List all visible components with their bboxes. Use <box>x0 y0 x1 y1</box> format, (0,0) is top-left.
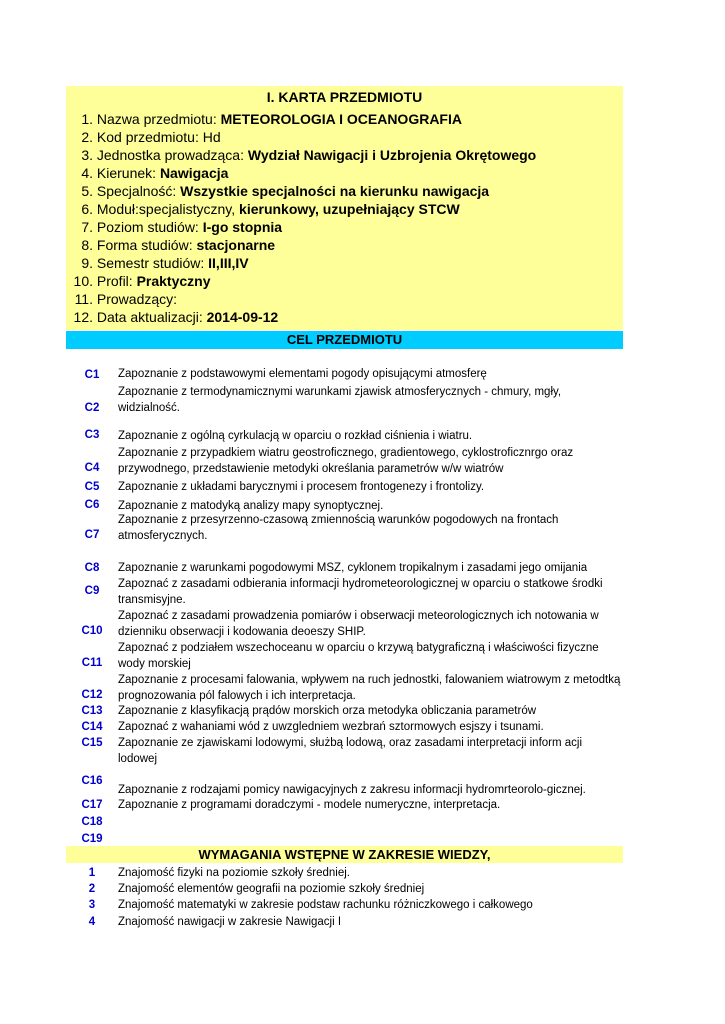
row-value: Wydział Nawigacji i Uzbrojenia Okrętowego <box>247 147 537 163</box>
goal-code: C19 <box>81 833 103 845</box>
row-value: II,III,IV <box>208 255 249 271</box>
row-label: Kierunek: <box>96 165 160 181</box>
goal-code: C14 <box>81 721 103 733</box>
unit-row <box>66 146 623 164</box>
goal-text: Zapoznanie z przesyrzenno-czasową zmiennością warunków pogodowych na frontach atmosferycznych. <box>118 514 559 542</box>
row-number: 3. <box>81 147 93 163</box>
goal-code: C2 <box>84 402 100 414</box>
goal-text: Zapoznać z zasadami odbierania informacji hydrometeorologicznej w oparciu o statkowe środki transmisyjne. <box>118 578 603 606</box>
course-name-row <box>66 110 623 128</box>
module-row <box>66 200 623 218</box>
goal-code: C4 <box>84 462 100 474</box>
row-value: Nawigacja <box>159 165 229 181</box>
row-number: 8. <box>81 237 93 253</box>
course-card-section <box>66 86 623 330</box>
row-number: 11. <box>74 291 93 307</box>
row-value: stacjonarne <box>196 237 276 253</box>
row-number: 6. <box>81 201 93 217</box>
row-label: Moduł:specjalistyczny, <box>96 201 240 217</box>
prerequisites-title: WYMAGANIA WSTĘPNE W ZAKRESIE WIEDZY, <box>198 847 491 862</box>
prerequisite-number: 4 <box>88 916 96 928</box>
row-value: 2014-09-12 <box>206 309 279 325</box>
field-row <box>66 164 623 182</box>
goal-code: C3 <box>84 429 100 441</box>
lecturer-row <box>66 290 623 308</box>
row-label: Nazwa przedmiotu: <box>96 111 221 127</box>
prerequisite-text: Znajomość elementów geografii na poziomie szkoły średniej <box>118 883 425 895</box>
goal-text: Zapoznanie z procesami falowania, wpływem na ruch jednostki, falowaniem wiatrowym z metodtką prognozowania pól falowych i ich interpretacja. <box>118 674 621 702</box>
goal-code: C18 <box>81 816 103 828</box>
course-card-title: I. KARTA PRZEDMIOTU <box>266 89 423 105</box>
prerequisite-number: 2 <box>88 883 96 895</box>
prerequisites-header <box>66 846 623 863</box>
goal-text: Zapoznanie z programami doradczymi - modele numeryczne, interpretacja. <box>118 799 501 811</box>
goal-code: C7 <box>84 529 100 541</box>
prerequisite-text: Znajomość matematyki w zakresie podstaw rachunku różniczkowego i całkowego <box>118 899 533 911</box>
goal-text: Zapoznać z podziałem wszechoceanu w oparciu o krzywą batygraficzną i właściwości fizyczne wody morskiej <box>118 642 599 670</box>
row-label: Forma studiów: <box>96 237 197 253</box>
goal-text: Zapoznanie z ogólną cyrkulacją w oparciu o rozkład ciśnienia i wiatru. <box>118 430 473 442</box>
goal-text: Zapoznanie z przypadkiem wiatru geostroficznego, gradientowego, cyklostroficznrgo oraz przywodnego, przedstawienie metodyki określania parametrów w/w wiatrów <box>118 447 574 475</box>
goal-text: Zapoznanie ze zjawiskami lodowymi, służbą lodową, oraz zasadami interpretacji inform acji lodowej <box>118 737 583 765</box>
goal-code: C6 <box>84 499 100 511</box>
goal-code: C11 <box>81 657 103 669</box>
row-label: Jednostka prowadząca: <box>96 147 248 163</box>
goal-code: C8 <box>84 562 100 574</box>
row-value: kierunkowy, uzupełniający STCW <box>239 201 460 217</box>
goal-code: C16 <box>81 775 103 787</box>
goal-text: Zapoznanie z matodyką analizy mapy synoptycznej. <box>118 500 384 512</box>
course-code-row <box>66 128 623 146</box>
prerequisite-text: Znajomość nawigacji w zakresie Nawigacji I <box>118 916 342 928</box>
goal-text: Zapoznanie z warunkami pogodowymi MSZ, cyklonem tropikalnym i zasadami jego omijania <box>118 562 588 574</box>
row-label: Specjalność: <box>96 183 181 199</box>
goal-text: Zapoznanie z układami barycznymi i procesem frontogenezy i frontolizy. <box>118 481 485 493</box>
row-number: 9. <box>81 255 93 271</box>
goal-code: C13 <box>81 705 103 717</box>
study-level-row <box>66 218 623 236</box>
row-number: 1. <box>81 111 93 127</box>
goal-text: Zapoznanie z rodzajami pomicy nawigacyjnych z zakresu informacji hydromrteorolo-gicznej. <box>118 784 586 796</box>
row-number: 2. <box>81 129 93 145</box>
goal-text: Zapoznać z wahaniami wód z uwzgledniem wezbrań sztormowych esjszy i tsunami. <box>118 721 544 733</box>
goal-text: Zapoznanie z klasyfikacją prądów morskich orza metodyka obliczania parametrów <box>118 705 537 717</box>
goal-code: C15 <box>81 737 103 749</box>
prerequisite-number: 3 <box>88 899 96 911</box>
specialty-row <box>66 182 623 200</box>
goal-code: C10 <box>81 625 103 637</box>
row-number: 12. <box>73 309 93 325</box>
prerequisite-text: Znajomość fizyki na poziomie szkoły średniej. <box>118 867 351 879</box>
prerequisite-number: 1 <box>88 867 96 879</box>
row-label: Profil: <box>96 273 137 289</box>
profile-row <box>66 272 623 290</box>
goal-code: C9 <box>84 585 100 597</box>
goal-text: Zapoznać z zasadami prowadzenia pomiarów i obserwacji meteorologicznych ich notowania w dzienniku obserwacji i kodowania deoeszy SHIP. <box>118 610 599 638</box>
row-value: Praktyczny <box>136 273 211 289</box>
row-number: 5. <box>81 183 93 199</box>
course-goal-header <box>66 331 623 349</box>
course-goal-title: CEL PRZEDMIOTU <box>286 332 403 347</box>
row-label: Prowadzący: <box>96 291 178 307</box>
row-number: 10. <box>73 273 93 289</box>
row-value: I-go stopnia <box>202 219 283 235</box>
row-value: Wszystkie specjalności na kierunku nawigacja <box>180 183 490 199</box>
row-number: 7. <box>81 219 93 235</box>
row-label: Semestr studiów: <box>96 255 209 271</box>
goal-text: Zapoznanie z termodynamicznymi warunkami zjawisk atmosferycznych - chmury, mgły, widzialność. <box>118 386 562 414</box>
row-label: Kod przedmiotu: Hd <box>96 129 221 145</box>
row-label: Poziom studiów: <box>96 219 203 235</box>
goal-code: C17 <box>81 799 103 811</box>
row-label: Data aktualizacji: <box>96 309 207 325</box>
semester-row <box>66 254 623 272</box>
row-number: 4. <box>81 165 93 181</box>
study-form-row <box>66 236 623 254</box>
update-date-row <box>66 308 623 326</box>
goal-text: Zapoznanie z podstawowymi elementami pogody opisującymi atmosferę <box>118 368 487 380</box>
goal-code: C12 <box>81 689 103 701</box>
goal-code: C1 <box>84 369 100 381</box>
goal-code: C5 <box>84 481 100 493</box>
row-value: METEOROLOGIA I OCEANOGRAFIA <box>220 111 462 127</box>
